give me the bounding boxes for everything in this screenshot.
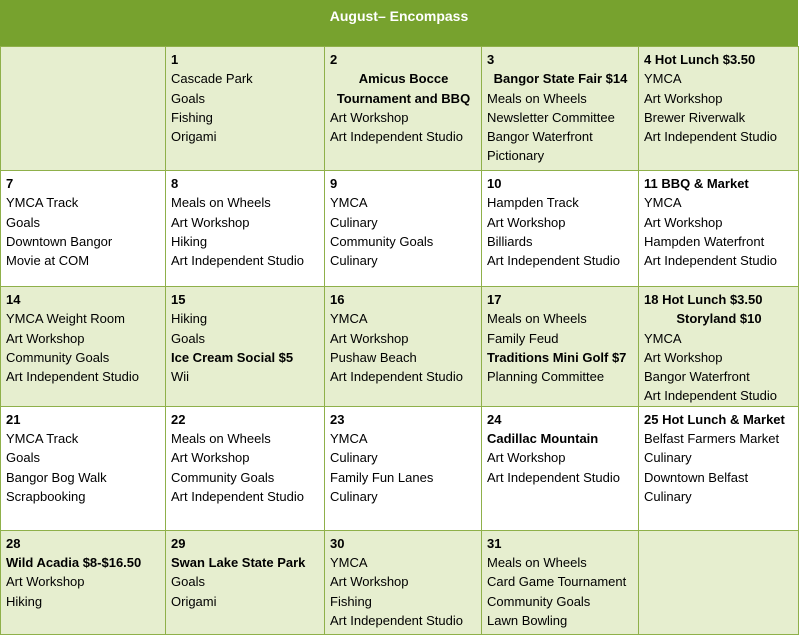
day-cell	[325, 530, 482, 634]
day-cell	[639, 171, 799, 287]
activity-item: Cadillac Mountain	[487, 431, 599, 447]
activity-item: Wild Acadia $8-$16.50	[6, 555, 142, 571]
activity-item: Culinary	[330, 488, 378, 504]
week-row	[1, 406, 799, 530]
activity-item: Downtown Belfast	[644, 469, 749, 485]
activity-item: Belfast Farmers Market	[644, 431, 780, 447]
activity-item: Art Workshop	[330, 109, 409, 125]
activity-item: Traditions Mini Golf $7	[487, 349, 627, 365]
day-cell	[639, 287, 799, 407]
activity-item: Swan Lake State Park	[171, 555, 306, 571]
activity-item: Art Workshop	[644, 214, 723, 230]
activity-item: Ice Cream Social $5	[171, 349, 294, 365]
day-cell	[325, 171, 482, 287]
day-heading: 14	[6, 292, 21, 307]
day-heading: 21	[6, 411, 21, 427]
activity-item: Community Goals	[487, 593, 591, 609]
activity-item: Art Independent Studio	[330, 369, 463, 385]
activity-item: Goals	[171, 330, 205, 346]
activity-item: Community Goals	[330, 233, 434, 249]
day-cell	[482, 287, 639, 407]
activity-item: Art Workshop	[6, 330, 85, 346]
activity-item: YMCA Weight Room	[6, 311, 125, 327]
activity-item: Hiking	[6, 593, 43, 609]
day-cell	[639, 406, 799, 530]
activity-item: Art Independent Studio	[644, 129, 777, 145]
activity-item: Fishing	[171, 109, 213, 125]
activity-item: Art Independent Studio	[487, 469, 620, 485]
activity-item: Meals on Wheels	[171, 431, 271, 447]
activity-item: Hiking	[171, 233, 208, 249]
activity-item: Movie at COM	[6, 253, 90, 269]
day-heading: 22	[171, 411, 186, 427]
day-cell	[1, 47, 166, 171]
day-cell	[482, 47, 639, 171]
week-row	[1, 287, 799, 407]
activity-item: Hiking	[171, 311, 208, 327]
day-heading: 31	[487, 535, 502, 551]
activity-item: Culinary	[330, 450, 378, 466]
activity-item: Art Workshop	[644, 349, 723, 365]
day-cell	[1, 171, 166, 287]
week-row	[1, 171, 799, 287]
day-cell	[166, 287, 325, 407]
activity-item: Meals on Wheels	[487, 311, 587, 327]
activity-item: Scrapbooking	[6, 488, 86, 504]
day-heading: 30	[330, 535, 345, 551]
activity-item: Art Independent Studio	[171, 253, 304, 269]
day-heading: 2	[330, 52, 338, 67]
activity-item: Lawn Bowling	[487, 612, 568, 628]
activity-item: Art Workshop	[330, 330, 409, 346]
activity-item: Downtown Bangor	[6, 233, 113, 249]
day-cell	[1, 406, 166, 530]
day-cell	[166, 171, 325, 287]
day-heading: 1	[171, 52, 179, 67]
activity-item: Art Independent Studio	[644, 388, 777, 404]
week-row	[1, 530, 799, 634]
activity-item: YMCA	[330, 311, 368, 327]
activity-item: Art Workshop	[171, 214, 250, 230]
activity-item: Fishing	[330, 593, 372, 609]
activity-item: Newsletter Committee	[487, 109, 615, 125]
day-cell	[325, 287, 482, 407]
activity-item: Bangor Bog Walk	[6, 469, 107, 485]
activity-item: Amicus Bocce	[358, 71, 449, 87]
day-heading: 24	[487, 411, 502, 427]
day-cell	[482, 406, 639, 530]
day-heading: 25 Hot Lunch & Market	[644, 411, 785, 427]
activity-item: Art Workshop	[487, 214, 566, 230]
activity-item: Bangor Waterfront	[487, 129, 593, 145]
activity-item: YMCA	[644, 195, 682, 211]
activity-item: Culinary	[330, 253, 378, 269]
day-heading: 9	[330, 176, 338, 191]
activity-item: Hampden Track	[487, 195, 579, 211]
activity-item: Art Independent Studio	[487, 253, 620, 269]
activity-item: Cascade Park	[171, 71, 253, 87]
activity-item: Card Game Tournament	[487, 574, 627, 590]
day-heading: 8	[171, 176, 179, 191]
activity-item: YMCA	[644, 330, 682, 346]
activity-item: Art Independent Studio	[330, 612, 463, 628]
activity-item: Art Independent Studio	[6, 369, 139, 385]
day-heading: 4 Hot Lunch $3.50	[644, 52, 756, 67]
activity-item: Art Workshop	[644, 90, 723, 106]
activity-item: Art Workshop	[487, 450, 566, 466]
day-cell	[325, 47, 482, 171]
week-row	[1, 47, 799, 171]
day-cell	[482, 530, 639, 634]
day-cell	[166, 47, 325, 171]
day-cell	[1, 530, 166, 634]
day-heading: 29	[171, 535, 186, 551]
activity-item: Tournament and BBQ	[336, 90, 471, 106]
activity-item: YMCA	[330, 555, 368, 571]
activity-item: Hampden Waterfront	[644, 233, 765, 249]
activity-item: Meals on Wheels	[487, 555, 587, 571]
activity-item: Community Goals	[6, 349, 110, 365]
activity-item: YMCA	[330, 195, 368, 211]
activity-item: Origami	[171, 129, 217, 145]
activity-item: Goals	[6, 450, 40, 466]
activity-item: Goals	[171, 90, 205, 106]
day-cell	[639, 47, 799, 171]
activity-item: YMCA	[644, 71, 682, 87]
activity-item: Brewer Riverwalk	[644, 109, 746, 125]
day-heading: 11 BBQ & Market	[644, 176, 749, 191]
activity-item: Culinary	[330, 214, 378, 230]
day-heading: 15	[171, 292, 186, 307]
activity-item: Bangor Waterfront	[644, 369, 750, 385]
activity-item: Culinary	[644, 450, 692, 466]
activity-item: Art Workshop	[171, 450, 250, 466]
day-cell	[325, 406, 482, 530]
calendar-title: August– Encompass	[0, 0, 798, 46]
day-heading: 3	[487, 52, 495, 67]
activity-item: Art Workshop	[6, 574, 85, 590]
activity-item: Community Goals	[171, 469, 275, 485]
activity-item: Pushaw Beach	[330, 349, 417, 365]
day-heading: 28	[6, 535, 21, 551]
activity-item: Goals	[171, 574, 205, 590]
activity-item: Art Independent Studio	[171, 488, 304, 504]
day-cell	[166, 530, 325, 634]
day-heading: 7	[6, 176, 14, 191]
activity-item: Culinary	[644, 488, 692, 504]
day-cell	[639, 530, 799, 634]
calendar-grid	[0, 46, 799, 635]
activity-item: Goals	[6, 214, 40, 230]
activity-item: Art Workshop	[330, 574, 409, 590]
activity-item: Storyland $10	[676, 311, 762, 327]
activity-item: YMCA Track	[6, 431, 79, 447]
activity-item: Family Fun Lanes	[330, 469, 434, 485]
activity-item: YMCA	[330, 431, 368, 447]
activity-item: Wii	[171, 369, 190, 385]
day-heading: 10	[487, 176, 502, 191]
day-heading: 18 Hot Lunch $3.50	[644, 292, 763, 307]
day-cell	[482, 171, 639, 287]
activity-item: Family Feud	[487, 330, 559, 346]
activity-item: Art Independent Studio	[644, 253, 777, 269]
activity-item: Meals on Wheels	[487, 90, 587, 106]
day-heading: 17	[487, 292, 502, 307]
activity-item: Meals on Wheels	[171, 195, 271, 211]
day-heading: 23	[330, 411, 345, 427]
activity-item: Art Independent Studio	[330, 129, 463, 145]
activity-item: YMCA Track	[6, 195, 79, 211]
day-cell	[1, 287, 166, 407]
day-heading: 16	[330, 292, 345, 307]
activity-item: Billiards	[487, 233, 533, 249]
day-cell	[166, 406, 325, 530]
activity-item: Pictionary	[487, 148, 545, 164]
activity-item: Bangor State Fair $14	[493, 71, 628, 87]
activity-item: Planning Committee	[487, 369, 605, 385]
activity-item: Origami	[171, 593, 217, 609]
